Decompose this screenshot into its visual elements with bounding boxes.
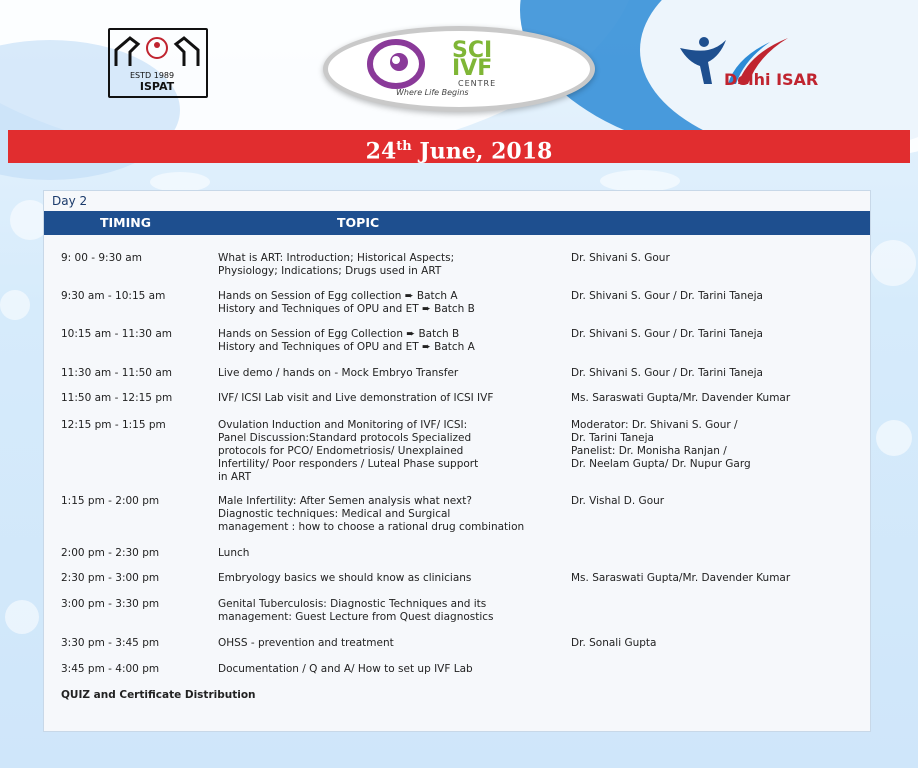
- session-time: 10:15 am - 11:30 am: [61, 328, 172, 340]
- session-topic: [218, 637, 568, 650]
- timing-header: TIMING: [100, 215, 151, 230]
- topic-line: management : how to choose a rational drug combination: [218, 521, 525, 533]
- topic-line: Male Infertility: After Semen analysis what next?: [218, 495, 472, 507]
- speaker-line: Ms. Saraswati Gupta/Mr. Davender Kumar: [571, 572, 791, 584]
- background-bubble: [5, 600, 39, 634]
- session-speaker: [571, 572, 866, 585]
- sci-logo-centre: CENTRE: [458, 79, 497, 88]
- background-bubble: [870, 240, 916, 286]
- sci-tagline: Where Life Begins: [396, 88, 469, 97]
- topic-line: Hands on Session of Egg Collection ➨ Batch B: [218, 328, 460, 340]
- session-topic: [218, 547, 568, 560]
- topic-line: History and Techniques of OPU and ET ➨ Batch B: [218, 303, 475, 315]
- day-label: Day 2: [52, 194, 88, 208]
- session-speaker: [571, 328, 866, 341]
- speaker-line: Ms. Saraswati Gupta/Mr. Davender Kumar: [571, 392, 791, 404]
- topic-line: Hands on Session of Egg collection ➨ Batch A: [218, 290, 458, 302]
- session-topic: [218, 290, 568, 316]
- background-bubble: [150, 172, 210, 192]
- session-time: 11:50 am - 12:15 pm: [61, 392, 173, 404]
- session-topic: [218, 419, 568, 484]
- session-topic: [218, 252, 568, 278]
- session-time: 3:00 pm - 3:30 pm: [61, 598, 160, 610]
- topic-line: History and Techniques of OPU and ET ➨ Batch A: [218, 341, 475, 353]
- topic-line: Embryology basics we should know as clinicians: [218, 572, 472, 584]
- topic-line: OHSS - prevention and treatment: [218, 637, 394, 649]
- session-speaker: [571, 252, 866, 265]
- session-speaker: [571, 367, 866, 380]
- isar-name: Delhi ISAR: [724, 70, 819, 89]
- topic-line: Live demo / hands on - Mock Embryo Transfer: [218, 367, 459, 379]
- date-banner: [8, 130, 910, 163]
- speaker-line: Dr. Shivani S. Gour / Dr. Tarini Taneja: [571, 328, 763, 340]
- topic-line: Infertility/ Poor responders / Luteal Phase support: [218, 458, 479, 470]
- background-bubble: [0, 290, 30, 320]
- session-topic: [218, 598, 568, 624]
- speaker-line: Dr. Shivani S. Gour: [571, 252, 670, 264]
- session-time: 3:45 pm - 4:00 pm: [61, 663, 160, 675]
- topic-line: Diagnostic techniques: Medical and Surgical: [218, 508, 451, 520]
- speaker-line: Dr. Tarini Taneja: [571, 432, 654, 444]
- speaker-line: Dr. Sonali Gupta: [571, 637, 657, 649]
- speaker-line: Dr. Shivani S. Gour / Dr. Tarini Taneja: [571, 367, 763, 379]
- ispat-logo: [108, 28, 206, 96]
- background-bubble: [876, 420, 912, 456]
- topic-line: Physiology; Indications; Drugs used in ART: [218, 265, 442, 277]
- session-time: 1:15 pm - 2:00 pm: [61, 495, 160, 507]
- topic-line: Documentation / Q and A/ How to set up IVF Lab: [218, 663, 473, 675]
- session-speaker: [571, 637, 866, 650]
- speaker-line: Moderator: Dr. Shivani S. Gour /: [571, 419, 738, 431]
- topic-line: management: Guest Lecture from Quest diagnostics: [218, 611, 494, 623]
- session-topic: [218, 367, 568, 380]
- topic-line: Panel Discussion:Standard protocols Specialized: [218, 432, 472, 444]
- sci-logo-line2: IVF: [452, 56, 493, 81]
- session-topic: [218, 572, 568, 585]
- session-speaker: [571, 290, 866, 303]
- session-speaker: [571, 392, 866, 405]
- sci-logo-line1: SCI: [452, 38, 493, 63]
- speaker-line: Dr. Neelam Gupta/ Dr. Nupur Garg: [571, 458, 751, 470]
- schedule-footer: QUIZ and Certificate Distribution: [61, 689, 256, 701]
- topic-line: Ovulation Induction and Monitoring of IVF/ ICSI:: [218, 419, 468, 431]
- session-time: 2:00 pm - 2:30 pm: [61, 547, 160, 559]
- topic-line: Genital Tuberculosis: Diagnostic Techniques and its: [218, 598, 487, 610]
- topic-header: TOPIC: [337, 215, 380, 230]
- session-topic: [218, 392, 568, 405]
- session-time: 12:15 pm - 1:15 pm: [61, 419, 166, 431]
- event-date: 24th June, 2018: [365, 138, 553, 165]
- topic-line: What is ART: Introduction; Historical Aspects;: [218, 252, 455, 264]
- topic-line: IVF/ ICSI Lab visit and Live demonstration of ICSI IVF: [218, 392, 494, 404]
- session-time: 9: 00 - 9:30 am: [61, 252, 142, 264]
- speaker-line: Panelist: Dr. Monisha Ranjan /: [571, 445, 727, 457]
- background-bubble: [600, 170, 680, 192]
- speaker-line: Dr. Shivani S. Gour / Dr. Tarini Taneja: [571, 290, 763, 302]
- session-time: 2:30 pm - 3:00 pm: [61, 572, 160, 584]
- session-time: 9:30 am - 10:15 am: [61, 290, 166, 302]
- session-topic: [218, 495, 568, 534]
- schedule-header: [44, 211, 870, 235]
- speaker-line: Dr. Vishal D. Gour: [571, 495, 665, 507]
- session-time: 11:30 am - 11:50 am: [61, 367, 172, 379]
- session-topic: [218, 663, 568, 676]
- session-speaker: [571, 419, 866, 471]
- ispat-name: ISPAT: [139, 80, 175, 93]
- session-topic: [218, 328, 568, 354]
- topic-line: Lunch: [218, 547, 250, 559]
- schedule-panel: [43, 190, 871, 732]
- topic-line: in ART: [218, 471, 252, 483]
- topic-line: protocols for PCO/ Endometriosis/ Unexplained: [218, 445, 464, 457]
- ispat-estd: ESTD 1989: [130, 71, 175, 80]
- sci-swirl-icon: [366, 38, 446, 90]
- session-time: 3:30 pm - 3:45 pm: [61, 637, 160, 649]
- session-speaker: [571, 495, 866, 508]
- hands-emblem-icon: [108, 28, 206, 74]
